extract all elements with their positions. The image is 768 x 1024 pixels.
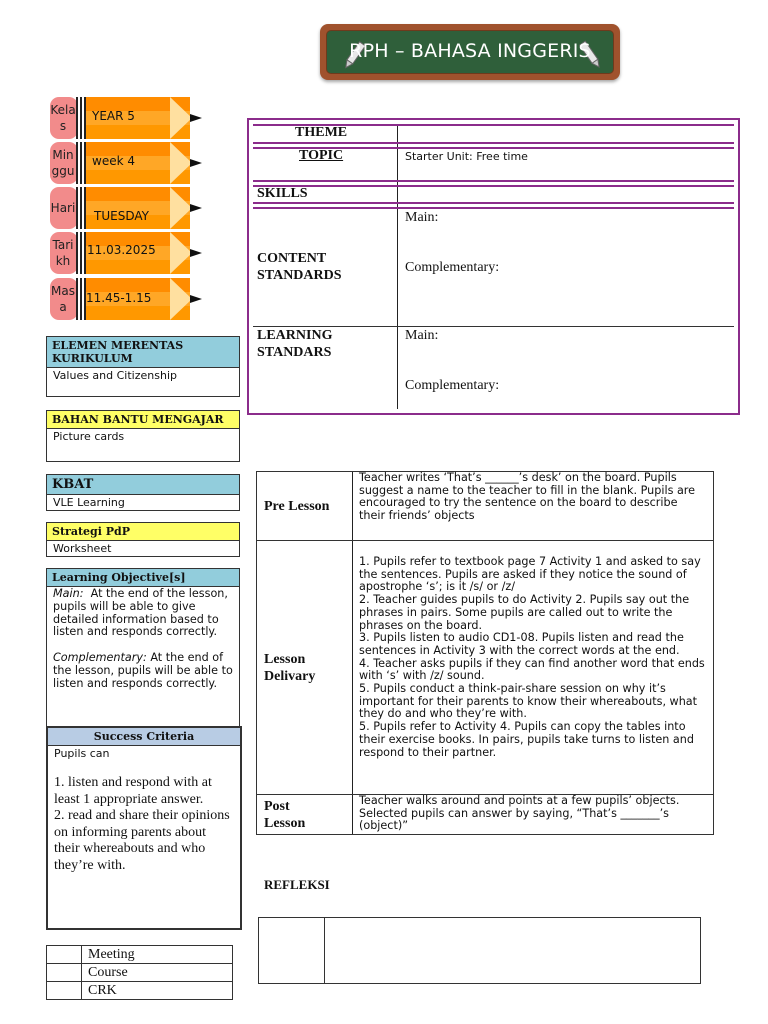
kbat-box [46,474,240,511]
content-complementary: Complementary: [405,260,500,275]
kbat-heading: KBAT [47,475,239,495]
content-main: Main: [405,210,439,225]
table-rule [253,142,734,144]
theme-label: THEME [295,125,348,140]
table-rule [253,185,734,187]
pencil-label: Hari [50,201,76,215]
objective-heading: Learning Objective[s] [47,569,239,587]
content-standards-label: CONTENT STANDARDS [257,251,342,283]
elemen-box [46,336,240,397]
pencil-minggu [50,141,206,185]
lesson-table [256,471,714,835]
table-rule [253,207,734,209]
list-item: 5. Pupils refer to Activity 4. Pupils can copy the tables into their exercise books. In pairs, pupils take turns to listen and respond to their partner. [359,720,694,759]
table-divider [397,124,398,409]
strategi-box [46,522,240,557]
meeting-label: Meeting [88,947,135,962]
list-item [47,946,232,964]
course-checkbox[interactable] [47,964,82,981]
crk-label: CRK [88,983,117,998]
list-item: 1. Pupils refer to textbook page 7 Activity 1 and asked to say the sentences. Pupils are asked if they notice the sound of apostrophe ‘s’; is it /s/ or /z/ [359,555,701,594]
pencil-label: Min ggu [51,148,75,178]
pencil-label: Mas a [51,284,75,314]
table-rule [257,540,713,541]
objective-main-label: Main: [53,587,84,600]
success-list [48,761,240,875]
bahan-value: Picture cards [53,430,125,443]
objective-main [47,587,239,640]
pencil-label: Kela s [50,103,76,133]
list-item: 2. Teacher guides pupils to do Activity 2. Pupils say out the phrases in pairs. Some pupils are called out to write the phrases on the board. [359,593,690,632]
learning-complementary: Complementary: [405,378,500,393]
post-lesson-label: Post Lesson [264,799,306,831]
refleksi-label: REFLEKSI [264,877,330,892]
page-title: RPH – BAHASA INGGERIS [349,40,591,62]
objective-comp-label: Complementary: [53,651,147,665]
bahan-box [46,410,240,462]
learning-main: Main: [405,328,439,343]
pencil-kelas [50,96,206,140]
pencil-tarikh [50,231,206,275]
list-item: 5. Pupils conduct a think-pair-share session on why it’s important for their parents to know their whereabouts, what they do and who they’re with. [359,682,698,721]
course-label: Course [88,965,128,980]
class-value: YEAR 5 [92,109,135,123]
topic-label: TOPIC [299,148,344,163]
success-heading: Success Criteria [48,728,240,746]
strategi-heading: Strategi PdP [47,523,239,541]
post-lesson-text: Teacher walks around and points at a few pupils’ objects. Selected pupils can answer by saying, “That’s _______’s (object)” [359,794,680,833]
elemen-heading: ELEMEN MERENTAS KURIKULUM [47,337,239,368]
chalkboard [326,30,614,74]
pencil-label: Tari kh [52,238,74,268]
pencil-hari [50,186,206,230]
table-divider [352,472,353,834]
activity-checklist [46,945,233,1000]
list-item [47,982,232,999]
meeting-checkbox[interactable] [47,946,82,963]
title-board [320,24,620,80]
time-value: 11.45-1.15 [86,291,152,305]
list-item: 1. listen and respond with at least 1 appropriate answer. [54,775,212,807]
day-value: TUESDAY [94,209,149,223]
pre-lesson-text: Teacher writes ‘That’s ______’s desk’ on the board. Pupils suggest a name to the teacher to fill in the blank. Pupils are encouraged to try the sentence on the board to describe their friends’ objects [359,471,696,523]
topic-value: Starter Unit: Free time [405,150,528,163]
date-value: 11.03.2025 [87,243,156,257]
learning-standards-label: LEARNING STANDARS [257,328,333,360]
objective-main-text: At the end of the lesson, pupils will be able to give detailed information based to listen and responds correctly. [53,587,228,639]
table-rule [253,202,734,204]
table-divider [324,918,325,983]
lesson-delivery-steps [359,556,707,759]
refleksi-box [258,917,701,984]
theme-table [247,118,740,415]
list-item: 3. Pupils listen to audio CD1-08. Pupils listen and read the sentences in Activity 3 with the correct words at the end. [359,631,684,657]
skills-label: SKILLS [257,186,308,201]
list-item [47,964,232,982]
success-intro: Pupils can [54,747,110,760]
elemen-value: Values and Citizenship [53,369,177,382]
strategi-value: Worksheet [53,542,112,555]
pre-lesson-label: Pre Lesson [264,499,330,514]
success-criteria-box [46,726,242,930]
objective-box [46,568,240,728]
bahan-heading: BAHAN BANTU MENGAJAR [47,411,239,429]
objective-comp-text: At the end of the lesson, pupils will be able to listen and responds correctly. [53,651,233,690]
crk-checkbox[interactable] [47,982,82,999]
list-item: 2. read and share their opinions on informing parents about their whereabouts and who they’re with. [54,808,230,873]
week-value: week 4 [92,154,135,168]
list-item: 4. Teacher asks pupils if they can find another word that ends with ‘s’ with /z/ sound. [359,656,705,683]
lesson-delivery-label: Lesson Delivary [264,652,316,684]
kbat-value: VLE Learning [53,496,125,509]
table-rule [253,180,734,182]
pencil-masa [50,277,206,321]
objective-complementary [47,640,239,691]
